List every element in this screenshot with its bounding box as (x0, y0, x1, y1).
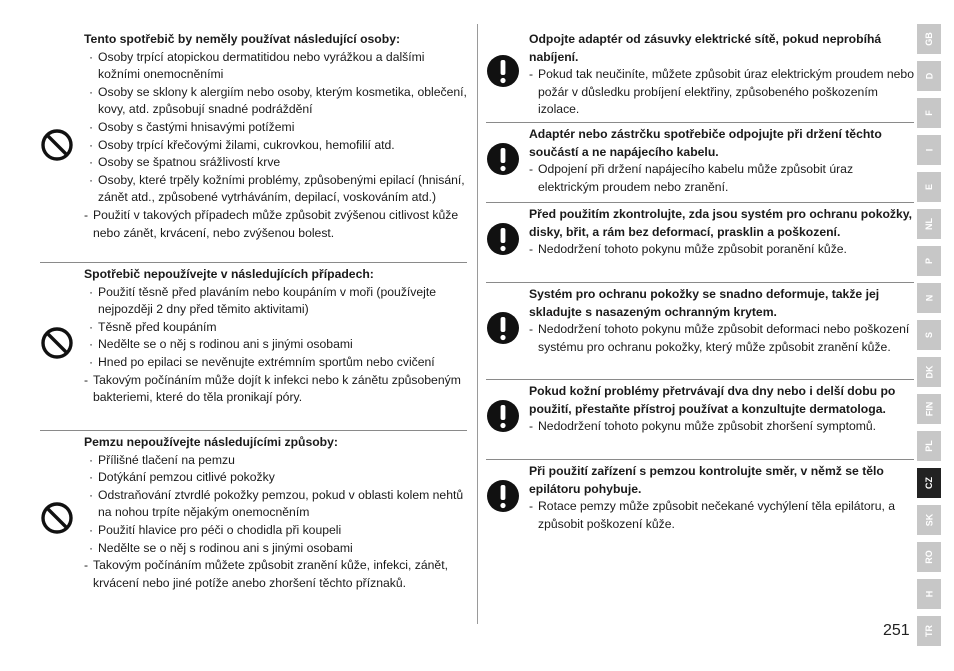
caution-section (486, 379, 914, 459)
list-item-text: Dotýkání pemzou citlivé pokožky (98, 470, 275, 485)
warning-section (40, 430, 467, 620)
caution-section (486, 24, 914, 122)
list-item (84, 154, 467, 172)
tab-label: F (924, 110, 934, 116)
mandatory-icon (486, 222, 520, 261)
tab-label: CZ (924, 477, 934, 489)
tab-gb[interactable] (917, 24, 941, 54)
list-item-text: Těsně před koupáním (98, 319, 217, 334)
note-item (40, 557, 467, 592)
dash-marker: - (529, 322, 534, 337)
section-text (529, 203, 914, 259)
list-item (84, 49, 467, 84)
section-heading: Adaptér nebo zástrčku spotřebiče odpojujte při držení těchto součástí a ne napájecího kabelu. (529, 127, 882, 159)
caution-section (486, 202, 914, 282)
list-item (84, 284, 467, 319)
tab-s[interactable] (917, 320, 941, 350)
bullet-marker: · (89, 522, 94, 537)
list-item (84, 540, 467, 558)
bullet-marker: · (89, 452, 94, 467)
section-heading: Spotřebič nepoužívejte v následujících případech: (84, 267, 374, 281)
bullet-marker: · (89, 172, 94, 187)
tab-cz[interactable] (917, 468, 941, 498)
note-text: Takovým počínáním můžete způsobit zranění kůže, infekci, zánět, krvácení nebo jiné potíže anebo zhoršení těchto příznaků. (93, 558, 448, 590)
bullet-marker: · (89, 137, 94, 152)
tab-label: TR (924, 625, 934, 637)
list-item (84, 137, 467, 155)
language-tabs (917, 24, 941, 653)
section-heading: Systém pro ochranu pokožky se snadno deformuje, takže jej skladujte s nasazeným ochranným krytem. (529, 287, 880, 319)
section-text (529, 24, 914, 119)
tab-n[interactable] (917, 283, 941, 313)
list-item (84, 319, 467, 337)
tab-label: FIN (924, 401, 934, 417)
list-item-text: Osoby trpící křečovými žilami, cukrovkou, hemofilií atd. (98, 137, 395, 152)
list-item-text: Osoby s častými hnisavými potížemi (98, 119, 295, 134)
list-item-text: Odstraňování ztvrdlé pokožky pemzou, pokud v oblasti kolem nehtů na nohou trpíte nějakým onemocněním (98, 487, 464, 520)
list-item (84, 119, 467, 137)
mandatory-icon (486, 311, 520, 350)
warning-section (40, 24, 467, 262)
section-text (529, 283, 914, 356)
bullet-marker: · (89, 319, 94, 334)
tab-f[interactable] (917, 98, 941, 128)
section-heading: Pemzu nepoužívejte následujícími způsoby: (84, 435, 338, 449)
section-text (84, 431, 467, 592)
list-item-text: Osoby, které trpěly kožními problémy, způsobenými epilací (hnisání, zánět atd., způsobené vytrháváním, depilací, voskováním atd.) (98, 172, 465, 205)
list-item-text: Přílišné tlačení na pemzu (98, 452, 235, 467)
note-item (529, 321, 914, 356)
tab-nl[interactable] (917, 209, 941, 239)
bullet-marker: · (89, 84, 94, 99)
dash-marker: - (84, 207, 89, 222)
dash-marker: - (84, 558, 89, 573)
list-item (84, 522, 467, 540)
tab-label: D (924, 72, 934, 80)
note-text: Nedodržení tohoto pokynu může způsobit deformaci nebo poškození systému pro ochranu pokožky, který může způsobit zranění kůže. (538, 322, 910, 354)
section-text (84, 24, 467, 242)
section-heading: Tento spotřebič by neměly používat následující osoby: (84, 32, 401, 46)
section-text (84, 263, 467, 407)
tab-tr[interactable] (917, 616, 941, 646)
list-item-text: Nedělte se o něj s rodinou ani s jinými osobami (98, 337, 353, 352)
dash-marker: - (529, 242, 534, 257)
right-column (486, 24, 914, 539)
list-item (84, 354, 467, 372)
list-item-text: Použití hlavice pro péči o chodidla při koupeli (98, 522, 342, 537)
note-text: Použití v takových případech může způsobit zvýšenou citlivost kůže nebo zánět, krvácení, nebo zvýšenou bolest. (93, 207, 459, 240)
caution-section (486, 282, 914, 379)
tab-label: P (923, 257, 934, 265)
tab-label: SK (923, 513, 934, 527)
tab-label: NL (924, 218, 934, 230)
note-text: Pokud tak neučiníte, můžete způsobit úraz elektrickým proudem nebo požár v důsledku probíjení elektřiny, způsobeného poškozením izolace. (538, 67, 914, 117)
list-item (84, 469, 467, 487)
note-item (529, 498, 914, 533)
page-number: 251 (883, 622, 910, 639)
list-item-text: Osoby trpící atopickou dermatitidou nebo vyrážkou a dalšími kožními onemocněními (98, 49, 425, 82)
tab-sk[interactable] (917, 505, 941, 535)
tab-h[interactable] (917, 579, 941, 609)
tab-label: N (924, 294, 934, 302)
list-item (84, 336, 467, 354)
mandatory-icon (486, 399, 520, 438)
column-divider (477, 24, 478, 624)
bullet-marker: · (89, 49, 94, 64)
tab-pl[interactable] (917, 431, 941, 461)
list-item (84, 84, 467, 119)
tab-fin[interactable] (917, 394, 941, 424)
section-text (529, 123, 914, 196)
tab-label: GB (924, 32, 934, 46)
note-item (529, 66, 914, 119)
list-item-text: Osoby se špatnou srážlivostí krve (98, 155, 281, 170)
section-text (529, 460, 914, 533)
tab-label: RO (924, 550, 934, 564)
caution-section (486, 459, 914, 539)
list-item-text: Použití těsně před plaváním nebo koupáním v moři (používejte nejpozději 2 dny před těmito aktivitami) (98, 284, 437, 317)
note-text: Rotace pemzy může způsobit nečekané vychýlení těla epilátoru, a způsobit poškození kůže. (538, 499, 896, 531)
list-item (84, 452, 467, 470)
bullet-marker: · (89, 487, 94, 502)
list-item-text: Hned po epilaci se nevěnujte extrémním sportům nebo cvičení (98, 354, 435, 369)
prohibition-icon (40, 501, 74, 540)
bullet-marker: · (89, 119, 94, 134)
note-item (529, 241, 914, 259)
bullet-marker: · (89, 354, 94, 369)
section-heading: Odpojte adaptér od zásuvky elektrické sítě, pokud neprobíhá nabíjení. (529, 32, 882, 64)
tab-i[interactable] (917, 135, 941, 165)
list-item-text: Osoby se sklony k alergiím nebo osoby, kterým kosmetika, oblečení, kovy, atd. způsobují snadné podráždění (98, 84, 467, 117)
warning-section (40, 262, 467, 430)
tab-label: I (923, 148, 934, 152)
note-text: Nedodržení tohoto pokynu může způsobit poranění kůže. (538, 242, 847, 257)
list-item (84, 487, 467, 522)
dash-marker: - (529, 162, 534, 177)
bullet-marker: · (89, 155, 94, 170)
tab-dk[interactable] (917, 357, 941, 387)
section-text (529, 380, 914, 436)
prohibition-icon (40, 326, 74, 365)
section-heading: Při použití zařízení s pemzou kontrolujte směr, v němž se tělo epilátoru pohybuje. (529, 464, 884, 496)
mandatory-icon (486, 142, 520, 181)
note-item (40, 372, 467, 407)
section-heading: Před použitím zkontrolujte, zda jsou systém pro ochranu pokožky, disky, břit, a rám bez deformací, prasklin a poškození. (529, 207, 913, 239)
tab-label: PL (923, 440, 934, 452)
left-column (40, 24, 467, 620)
tab-label: H (924, 590, 934, 598)
bullet-marker: · (89, 337, 94, 352)
tab-p[interactable] (917, 246, 941, 276)
dash-marker: - (529, 419, 534, 434)
prohibition-icon (40, 128, 74, 167)
tab-e[interactable] (917, 172, 941, 202)
note-item (529, 161, 914, 196)
dash-marker: - (529, 499, 534, 514)
note-item (529, 418, 914, 436)
bullet-marker: · (89, 470, 94, 485)
tab-label: E (923, 183, 934, 191)
note-item (40, 207, 467, 242)
tab-label: S (923, 331, 934, 339)
dash-marker: - (84, 372, 89, 387)
mandatory-icon (486, 479, 520, 518)
section-heading: Pokud kožní problémy přetrvávají dva dny nebo i delší dobu po použití, přestaňte přístroj používat a konzultujte dermatologa. (529, 384, 896, 416)
note-text: Takovým počínáním může dojít k infekci nebo k zánětu způsobeným bakteriemi, které do těla pronikají póry. (93, 372, 461, 405)
caution-section (486, 122, 914, 202)
note-text: Nedodržení tohoto pokynu může způsobit zhoršení symptomů. (538, 419, 877, 434)
dash-marker: - (529, 67, 534, 82)
tab-label: DK (924, 365, 934, 379)
tab-d[interactable] (917, 61, 941, 91)
note-text: Odpojení při držení napájecího kabelu může způsobit úraz elektrickým proudem nebo zranění. (538, 162, 854, 194)
bullet-marker: · (89, 540, 94, 555)
bullet-marker: · (89, 284, 94, 299)
tab-ro[interactable] (917, 542, 941, 572)
mandatory-icon (486, 54, 520, 93)
list-item-text: Nedělte se o něj s rodinou ani s jinými osobami (98, 540, 353, 555)
list-item (84, 172, 467, 207)
